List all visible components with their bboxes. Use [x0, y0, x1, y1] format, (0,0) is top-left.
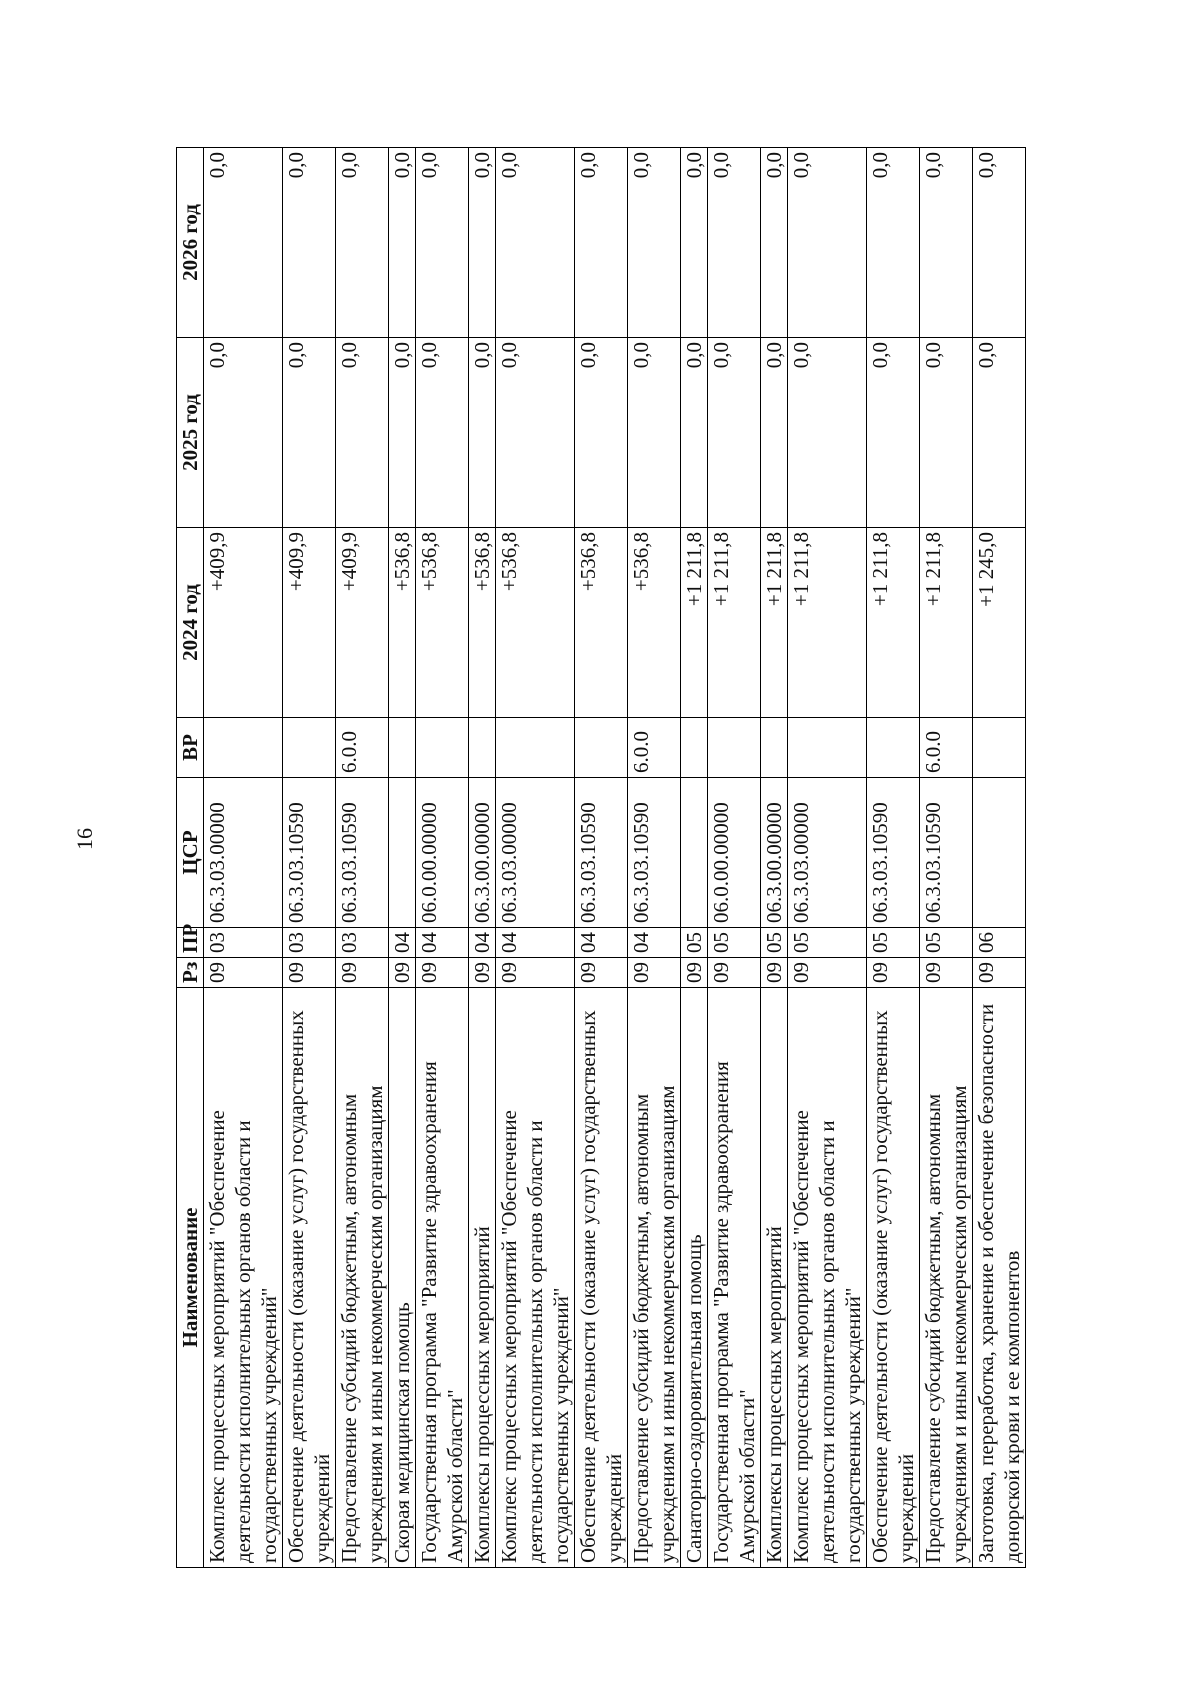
cell-csr: 06.3.03.00000 [788, 778, 867, 928]
cell-name: Обеспечение деятельности (оказание услуг) государственных учреждений [867, 988, 920, 1568]
cell-2025: 0,0 [867, 338, 920, 528]
cell-rz: 09 [681, 958, 708, 988]
cell-csr: 06.0.00.00000 [708, 778, 761, 928]
cell-pr: 04 [496, 928, 575, 958]
cell-pr: 04 [628, 928, 681, 958]
header-2026: 2026 год [177, 148, 204, 338]
cell-rz: 09 [575, 958, 628, 988]
cell-2025: 0,0 [920, 338, 973, 528]
cell-2024: +1 211,8 [681, 528, 708, 718]
cell-2026: 0,0 [389, 148, 416, 338]
cell-csr: 06.3.03.10590 [283, 778, 336, 928]
cell-vr [681, 718, 708, 778]
table-row [973, 148, 1026, 1568]
cell-csr: 06.3.03.10590 [628, 778, 681, 928]
cell-vr: 6.0.0 [628, 718, 681, 778]
cell-name: Предоставление субсидий бюджетным, автономным учреждениям и иным некоммерческим организациям [336, 988, 389, 1568]
cell-vr [788, 718, 867, 778]
cell-name: Комплекс процессных мероприятий "Обеспечение деятельности исполнительных органов области и государственных учреждений" [788, 988, 867, 1568]
cell-pr: 04 [575, 928, 628, 958]
cell-csr: 06.3.03.00000 [204, 778, 283, 928]
cell-vr [867, 718, 920, 778]
cell-vr [973, 718, 1026, 778]
cell-vr: 6.0.0 [336, 718, 389, 778]
cell-pr: 05 [761, 928, 788, 958]
cell-rz: 09 [204, 958, 283, 988]
table-row [336, 148, 389, 1568]
header-pr: ПР [177, 928, 204, 958]
cell-2025: 0,0 [336, 338, 389, 528]
cell-2026: 0,0 [283, 148, 336, 338]
header-csr: ЦСР [177, 778, 204, 928]
cell-name: Заготовка, переработка, хранение и обеспечение безопасности донорской крови и ее компонентов [973, 988, 1026, 1568]
cell-pr: 05 [867, 928, 920, 958]
cell-name: Государственная программа "Развитие здравоохранения Амурской области" [708, 988, 761, 1568]
cell-vr [389, 718, 416, 778]
cell-name: Предоставление субсидий бюджетным, автономным учреждениям и иным некоммерческим организациям [920, 988, 973, 1568]
header-2025: 2025 год [177, 338, 204, 528]
cell-rz: 09 [336, 958, 389, 988]
cell-2026: 0,0 [761, 148, 788, 338]
table-row [204, 148, 283, 1568]
cell-2026: 0,0 [681, 148, 708, 338]
cell-vr [575, 718, 628, 778]
cell-2026: 0,0 [973, 148, 1026, 338]
cell-csr [389, 778, 416, 928]
cell-rz: 09 [469, 958, 496, 988]
cell-name: Обеспечение деятельности (оказание услуг) государственных учреждений [283, 988, 336, 1568]
cell-2026: 0,0 [575, 148, 628, 338]
cell-name: Скорая медицинская помощь [389, 988, 416, 1568]
cell-2025: 0,0 [708, 338, 761, 528]
cell-2025: 0,0 [761, 338, 788, 528]
cell-2025: 0,0 [389, 338, 416, 528]
cell-rz: 09 [496, 958, 575, 988]
cell-2024: +409,9 [336, 528, 389, 718]
cell-rz: 09 [867, 958, 920, 988]
cell-pr: 04 [416, 928, 469, 958]
cell-vr [761, 718, 788, 778]
table-row [469, 148, 496, 1568]
cell-rz: 09 [788, 958, 867, 988]
table-row [681, 148, 708, 1568]
cell-csr: 06.3.03.00000 [496, 778, 575, 928]
cell-2025: 0,0 [204, 338, 283, 528]
cell-csr: 06.0.00.00000 [416, 778, 469, 928]
cell-name: Государственная программа "Развитие здравоохранения Амурской области" [416, 988, 469, 1568]
table-row [708, 148, 761, 1568]
cell-2024: +536,8 [389, 528, 416, 718]
cell-2026: 0,0 [496, 148, 575, 338]
header-vr: ВР [177, 718, 204, 778]
cell-2024: +1 211,8 [920, 528, 973, 718]
cell-csr: 06.3.03.10590 [336, 778, 389, 928]
header-rz: Рз [177, 958, 204, 988]
cell-2026: 0,0 [336, 148, 389, 338]
cell-2025: 0,0 [681, 338, 708, 528]
cell-pr: 05 [708, 928, 761, 958]
cell-2024: +1 245,0 [973, 528, 1026, 718]
cell-2025: 0,0 [973, 338, 1026, 528]
cell-2025: 0,0 [283, 338, 336, 528]
cell-vr [416, 718, 469, 778]
table-row [575, 148, 628, 1568]
table-row [920, 148, 973, 1568]
cell-2024: +536,8 [575, 528, 628, 718]
cell-csr: 06.3.00.00000 [761, 778, 788, 928]
header-2024: 2024 год [177, 528, 204, 718]
cell-rz: 09 [708, 958, 761, 988]
cell-name: Предоставление субсидий бюджетным, автономным учреждениям и иным некоммерческим организациям [628, 988, 681, 1568]
cell-2026: 0,0 [469, 148, 496, 338]
cell-pr: 05 [920, 928, 973, 958]
cell-2024: +409,9 [283, 528, 336, 718]
cell-vr [469, 718, 496, 778]
cell-pr: 04 [469, 928, 496, 958]
cell-rz: 09 [973, 958, 1026, 988]
cell-vr: 6.0.0 [920, 718, 973, 778]
cell-2024: +536,8 [628, 528, 681, 718]
budget-table [176, 147, 1026, 1568]
cell-pr: 04 [389, 928, 416, 958]
cell-name: Комплексы процессных мероприятий [761, 988, 788, 1568]
cell-2026: 0,0 [788, 148, 867, 338]
cell-csr [681, 778, 708, 928]
page-number: 16 [72, 828, 97, 850]
cell-csr: 06.3.03.10590 [920, 778, 973, 928]
cell-vr [283, 718, 336, 778]
cell-2025: 0,0 [628, 338, 681, 528]
cell-rz: 09 [389, 958, 416, 988]
cell-2026: 0,0 [416, 148, 469, 338]
table-row [389, 148, 416, 1568]
cell-2024: +536,8 [469, 528, 496, 718]
cell-vr [496, 718, 575, 778]
cell-pr: 03 [204, 928, 283, 958]
cell-2024: +1 211,8 [788, 528, 867, 718]
cell-rz: 09 [761, 958, 788, 988]
cell-name: Комплекс процессных мероприятий "Обеспечение деятельности исполнительных органов области и государственных учреждений" [496, 988, 575, 1568]
table-body [204, 148, 1026, 1568]
cell-pr: 03 [336, 928, 389, 958]
cell-name: Обеспечение деятельности (оказание услуг) государственных учреждений [575, 988, 628, 1568]
cell-rz: 09 [920, 958, 973, 988]
cell-2024: +536,8 [416, 528, 469, 718]
cell-2024: +1 211,8 [708, 528, 761, 718]
cell-name: Комплекс процессных мероприятий "Обеспечение деятельности исполнительных органов области и государственных учреждений" [204, 988, 283, 1568]
cell-name: Комплексы процессных мероприятий [469, 988, 496, 1568]
cell-rz: 09 [628, 958, 681, 988]
cell-2024: +1 211,8 [867, 528, 920, 718]
cell-2026: 0,0 [867, 148, 920, 338]
cell-2024: +536,8 [496, 528, 575, 718]
table-row [628, 148, 681, 1568]
cell-pr: 05 [681, 928, 708, 958]
table-row [283, 148, 336, 1568]
table-row [788, 148, 867, 1568]
cell-2025: 0,0 [496, 338, 575, 528]
cell-2026: 0,0 [708, 148, 761, 338]
cell-pr: 03 [283, 928, 336, 958]
cell-2025: 0,0 [469, 338, 496, 528]
cell-pr: 06 [973, 928, 1026, 958]
cell-2026: 0,0 [204, 148, 283, 338]
cell-2024: +1 211,8 [761, 528, 788, 718]
cell-2025: 0,0 [788, 338, 867, 528]
cell-2024: +409,9 [204, 528, 283, 718]
cell-pr: 05 [788, 928, 867, 958]
cell-csr: 06.3.00.00000 [469, 778, 496, 928]
cell-2025: 0,0 [416, 338, 469, 528]
cell-csr [973, 778, 1026, 928]
budget-table-container [176, 148, 1076, 1568]
cell-2026: 0,0 [628, 148, 681, 338]
cell-2026: 0,0 [920, 148, 973, 338]
cell-vr [204, 718, 283, 778]
cell-vr [708, 718, 761, 778]
header-name: Наименование [177, 988, 204, 1568]
table-row [761, 148, 788, 1568]
cell-rz: 09 [283, 958, 336, 988]
cell-rz: 09 [416, 958, 469, 988]
table-row [867, 148, 920, 1568]
table-row [416, 148, 469, 1568]
cell-csr: 06.3.03.10590 [575, 778, 628, 928]
cell-csr: 06.3.03.10590 [867, 778, 920, 928]
table-header-row [177, 148, 204, 1568]
cell-name: Санаторно-оздоровительная помощь [681, 988, 708, 1568]
table-row [496, 148, 575, 1568]
cell-2025: 0,0 [575, 338, 628, 528]
